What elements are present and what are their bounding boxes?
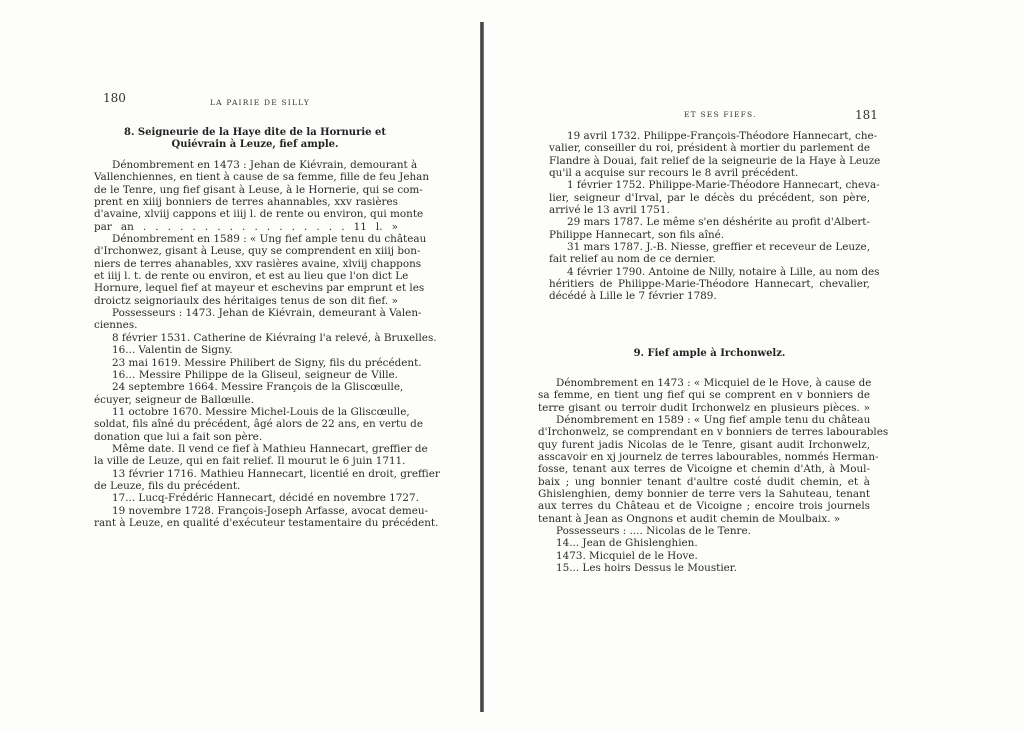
text-line: rant à Leuze, en qualité d'exécuteur testamentaire du précédent. [94,516,439,529]
text-line: soldat, fils aîné du précédent, âgé alors de 22 ans, en vertu de [94,418,423,431]
text-line: et iiij l. t. de rente ou environ, et est au lieu que l'on dict Le [94,270,409,283]
right-running-head: ET SES FIEFS. [684,110,757,119]
text-line: Philippe Hannecart, son fils aîné. [549,228,725,241]
text-line: 4 février 1790. Antoine de Nilly, notaire à Lille, au nom des [567,265,880,278]
text-line: 19 avril 1732. Philippe-François-Théodore Hannecart, che- [567,130,878,142]
text-line: Dénombrement en 1589 : « Ung fief ample tenu du château [556,414,871,427]
text-line: décédé à Lille le 7 février 1789. [549,290,717,303]
text-line: d'Irchonwelz, se comprendant en v bonniers de terres labourables [538,426,889,439]
left-running-head: LA PAIRIE DE SILLY [210,98,310,107]
text-line: 16... Messire Philippe de la Gliseul, seigneur de Ville. [112,368,398,381]
text-line: 23 mai 1619. Messire Philibert de Signy, fils du précédent. [112,356,422,369]
right-body-text-b [538,377,889,575]
text-line: Vallenchiennes, en tient à cause de sa femme, fille de feu Jehan [94,171,430,184]
text-line: Hornure, lequel fief at mayeur et eschevins par emprunt et les [94,282,425,295]
text-line: la ville de Leuze, qui en fait relief. Il mourut le 6 juin 1711. [94,455,406,468]
section-9-title: 9. Fief ample à Irchonwelz. [633,348,786,359]
right-body-text-a [549,130,881,303]
text-line: sa femme, en tient ung fief qui se comprent en v bonniers de [538,389,870,402]
text-line: droictz seignoriaulx des héritaiges tenus de son dit fief. » [94,294,398,307]
text-line: 29 mars 1787. Le même s'en déshérite au profit d'Albert- [567,216,870,229]
text-line: 8 février 1531. Catherine de Kiévraing l'a relevé, à Bruxelles. [112,331,437,344]
text-line: Même date. Il vend ce fief à Mathieu Hannecart, greffier de [112,442,428,455]
text-line: 31 mars 1787. J.-B. Niesse, greffier et receveur de Leuze, [567,241,870,254]
text-line: 11 octobre 1670. Messire Michel-Louis de la Gliscœulle, [112,405,410,418]
text-line: héritiers de Philippe-Marie-Théodore Hannecart, chevalier, [549,278,870,291]
section-8-title [104,126,406,151]
text-line: Dénombrement en 1589 : « Ung fief ample tenu du château [112,233,427,246]
text-line: 19 novembre 1728. François-Joseph Arfasse, avocat demeu- [112,504,429,517]
text-line: 16... Valentin de Signy. [112,344,233,357]
text-line: lier, seigneur d'Irval, par le décès du précédent, son père, [549,191,870,204]
text-line: baix ; ung bonnier tenant d'aultre costé dudit chemin, et à [538,475,870,488]
text-line: 1473. Micquiel de le Hove. [556,549,698,562]
text-line: asscavoir en xj journelz de terres labourables, nommés Herman- [538,451,879,464]
text-line: Possesseurs : 1473. Jehan de Kiévrain, demeurant à Valen- [112,307,422,320]
text-line: Ghislenghien, demy bonnier de terre vers la Sahuteau, tenant [538,488,870,501]
book-gutter [480,22,484,712]
text-line: valier, conseiller du roi, président à mortier du parlement de [549,142,870,155]
text-line: 13 février 1716. Mathieu Hannecart, licentié en droit, greffier [112,467,440,480]
right-page-number: 181 [855,108,878,122]
text-line: fait relief au nom de ce dernier. [549,253,716,266]
text-line: d'Irchonwez, gisant à Leuse, quy se comprendent en xiiij bon- [94,245,421,258]
text-line: niers de terres ahanables, xxv rasières avaine, xlviij chappons [94,257,422,270]
text-line: écuyer, seigneur de Ballœulle. [94,393,255,406]
text-line: tenant à Jean as Ongnons et audit chemin de Moulbaix. » [538,512,841,525]
text-line: terre gisant ou terroir dudit Irchonwelz en plusieurs pièces. » [538,401,870,414]
left-body-text [94,159,440,529]
text-line: aux terres du Château et de Vicoigne ; encoire trois journels [538,500,870,513]
section-8-title-line-1: 8. Seigneurie de la Haye dite de la Hornurie et [124,127,386,138]
text-line: 15... Les hoirs Dessus le Moustier. [556,562,737,575]
section-8-title-line-2: Quiévrain à Leuze, fief ample. [171,139,339,151]
text-line: ciennes. [94,319,138,332]
text-line: 24 septembre 1664. Messire François de la Gliscœulle, [112,381,404,394]
text-line: Possesseurs : .... Nicolas de le Tenre. [556,525,751,538]
text-line: 1 février 1752. Philippe-Marie-Théodore Hannecart, cheva- [567,179,880,192]
text-line: par an . . . . . . . . . . . . . . . . . 11 l. » [94,220,398,233]
text-line: qu'il a acquise sur recours le 8 avril précédent. [549,167,799,180]
text-line: de le Tenre, ung fief gisant à Leuse, à le Hornerie, qui se com- [94,183,423,196]
text-line: Flandre à Douai, fait relief de la seigneurie de la Haye à Leuze [549,154,881,167]
text-line: quy furent jadis Nicolas de le Tenre, gisant audit Irchonwelz, [538,438,870,451]
text-line: Dénombrement en 1473 : Jehan de Kiévrain, demourant à [112,159,418,171]
text-line: Dénombrement en 1473 : « Micquiel de le Hove, à cause de [556,377,872,389]
text-line: 14... Jean de Ghislenghien. [556,537,698,550]
text-line: de Leuze, fils du précédent. [94,479,241,492]
text-line: donation que lui a fait son père. [94,430,263,443]
text-line: d'avaine, xlviij cappons et iiij l. de rente ou environ, qui monte [94,208,424,221]
left-page-number: 180 [103,91,126,105]
text-line: 17... Lucq-Frédéric Hannecart, décidé en novembre 1727. [112,492,419,505]
text-line: arrivé le 13 avril 1751. [549,204,670,217]
text-line: fosse, tenant aux terres de Vicoigne et chemin d'Ath, à Moul- [538,463,870,476]
text-line: prent en xiiij bonniers de terres ahannables, xxv rasières [94,196,398,209]
